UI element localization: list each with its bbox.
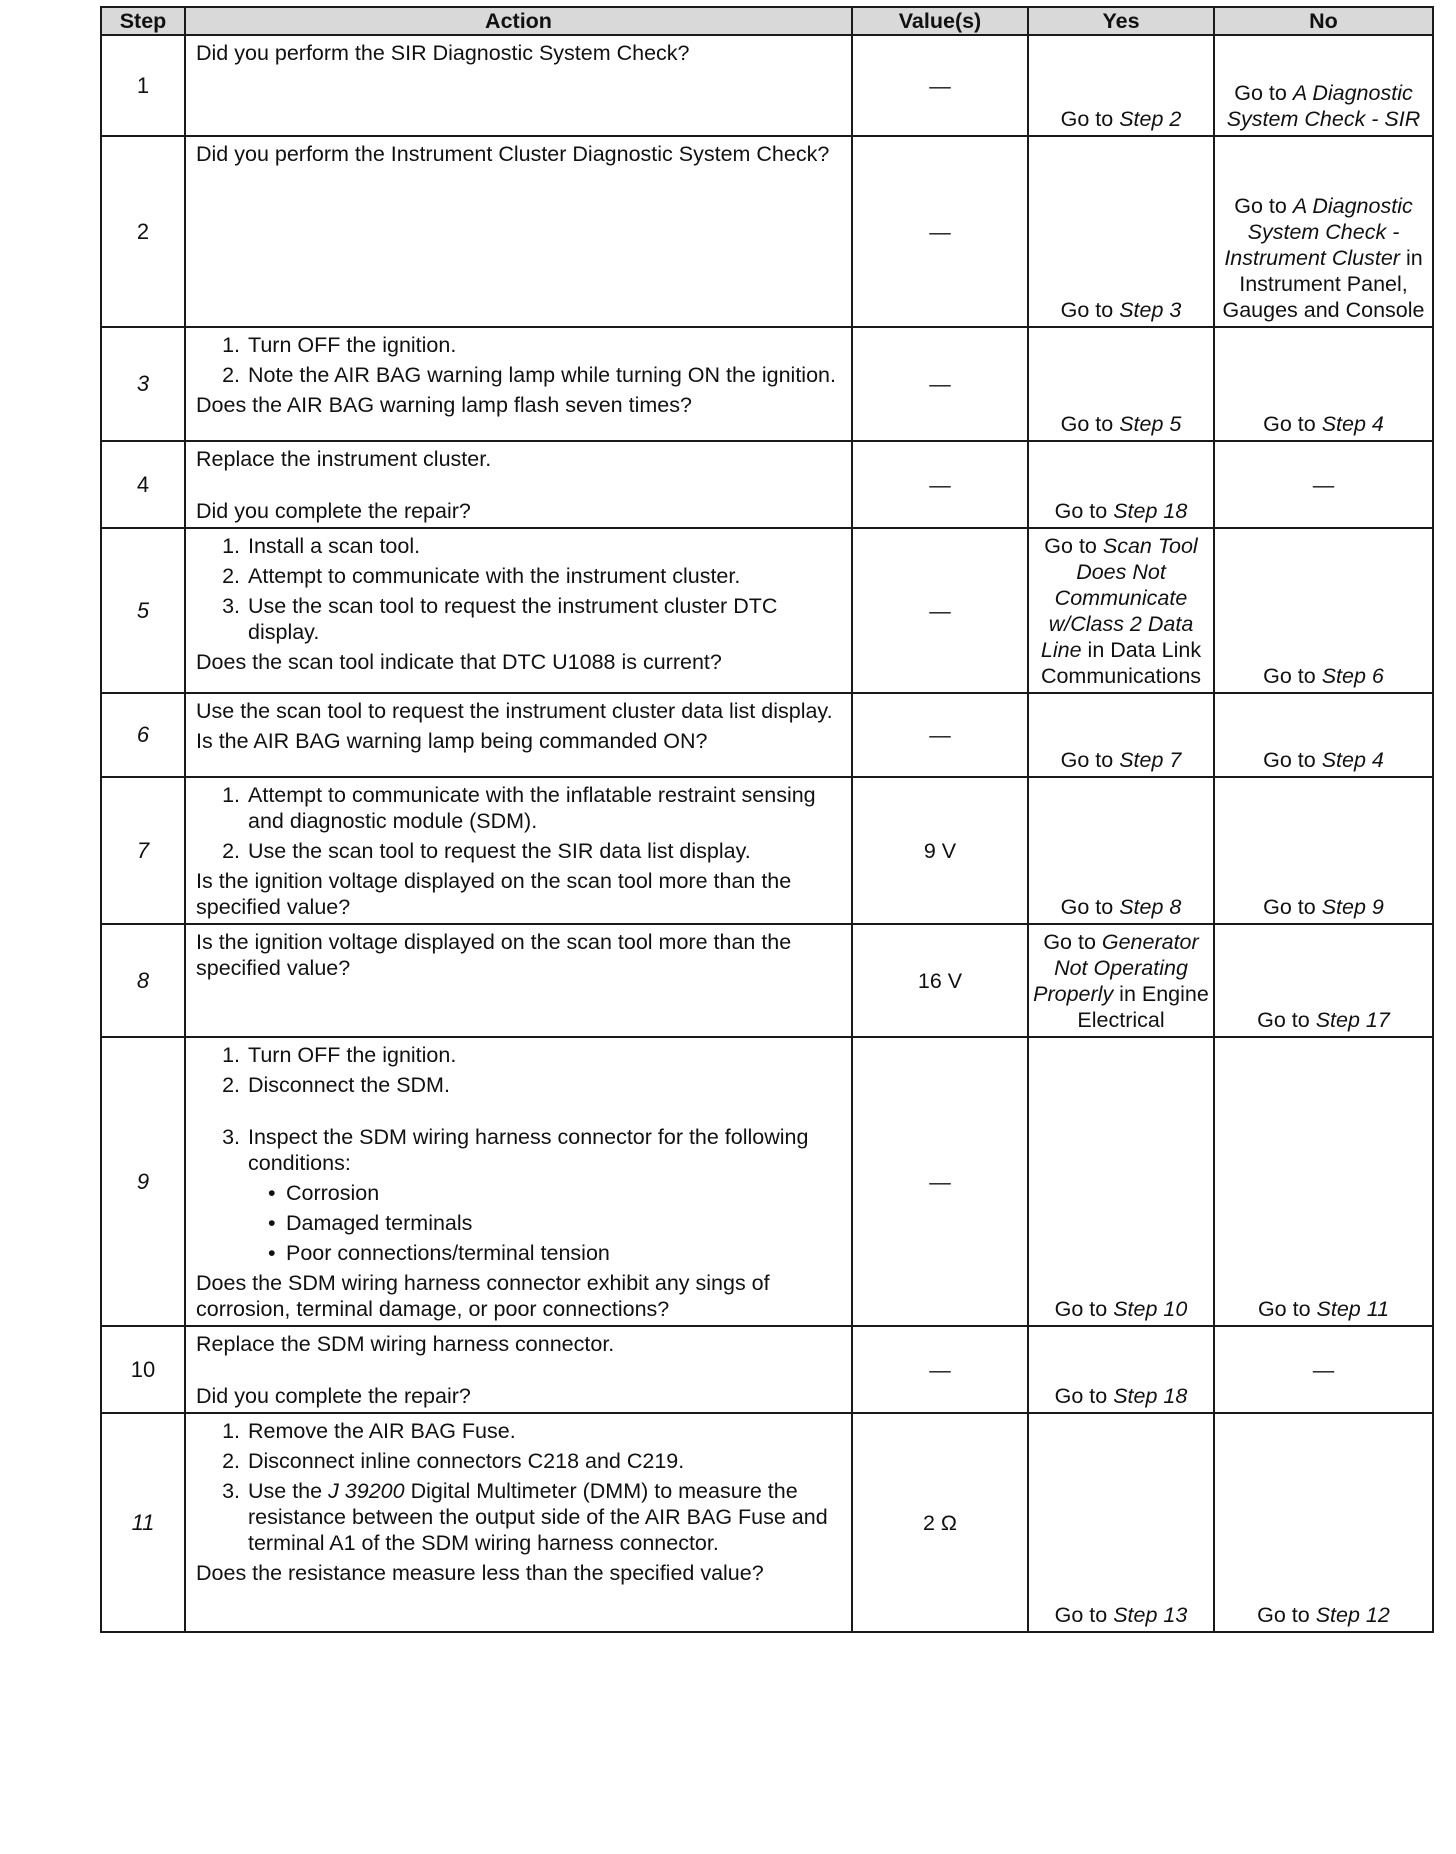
no-prefix: Go to xyxy=(1257,1008,1316,1032)
no-prefix: Go to xyxy=(1234,81,1293,105)
action-cell xyxy=(185,777,852,924)
yes-reference[interactable]: Step 8 xyxy=(1119,895,1182,919)
yes-cell[interactable] xyxy=(1028,35,1214,136)
no-cell[interactable] xyxy=(1214,35,1433,136)
no-reference[interactable]: Step 6 xyxy=(1321,664,1384,688)
table-row xyxy=(101,924,1433,1037)
table-header-row xyxy=(101,7,1433,35)
yes-prefix: Go to xyxy=(1044,534,1103,558)
step-number: 1 xyxy=(101,35,185,136)
yes-reference[interactable]: Step 10 xyxy=(1113,1297,1188,1321)
action-text: Replace the instrument cluster. xyxy=(196,447,492,471)
no-reference[interactable]: Step 4 xyxy=(1321,412,1384,436)
yes-reference[interactable]: Step 3 xyxy=(1119,298,1182,322)
action-item: 2. Attempt to communicate with the instrument cluster. xyxy=(222,564,741,588)
table-row xyxy=(101,1413,1433,1632)
no-cell[interactable] xyxy=(1214,924,1433,1037)
yes-prefix: Go to xyxy=(1054,1297,1114,1321)
action-text: Did you perform the Instrument Cluster Diagnostic System Check? xyxy=(196,142,830,166)
action-question: Did you complete the repair? xyxy=(196,499,471,523)
yes-cell[interactable] xyxy=(1028,327,1214,441)
action-item: 1. Remove the AIR BAG Fuse. xyxy=(222,1419,516,1443)
action-item: 3. Use the scan tool to request the instrument cluster DTC display. xyxy=(222,594,778,644)
yes-prefix: Go to xyxy=(1060,748,1120,772)
no-prefix: Go to xyxy=(1263,748,1322,772)
header-step: Step xyxy=(101,7,185,35)
action-question: Does the AIR BAG warning lamp flash seven times? xyxy=(196,393,692,417)
table-row xyxy=(101,136,1433,327)
value-cell: 9 V xyxy=(852,777,1028,924)
action-item: 2. Disconnect inline connectors C218 and C219. xyxy=(222,1449,685,1473)
action-question: Does the scan tool indicate that DTC U1088 is current? xyxy=(196,650,722,674)
step-number: 11 xyxy=(101,1413,185,1632)
action-text: Replace the SDM wiring harness connector. xyxy=(196,1332,615,1356)
header-value: Value(s) xyxy=(852,7,1028,35)
no-cell[interactable] xyxy=(1214,1413,1433,1632)
yes-prefix: Go to xyxy=(1054,499,1114,523)
step-number: 9 xyxy=(101,1037,185,1326)
no-cell[interactable] xyxy=(1214,327,1433,441)
step-number: 3 xyxy=(101,327,185,441)
no-prefix: Go to xyxy=(1263,664,1322,688)
no-cell[interactable] xyxy=(1214,1037,1433,1326)
yes-cell[interactable] xyxy=(1028,1413,1214,1632)
action-item: 1. Turn OFF the ignition. xyxy=(222,333,457,357)
yes-suffix: in Engine Electrical xyxy=(1077,982,1209,1032)
tool-reference: J 39200 xyxy=(328,1479,405,1503)
header-yes: Yes xyxy=(1028,7,1214,35)
value-cell: — xyxy=(852,441,1028,528)
no-reference[interactable]: Step 9 xyxy=(1321,895,1384,919)
yes-reference[interactable]: Step 7 xyxy=(1119,748,1182,772)
action-question: Is the AIR BAG warning lamp being commanded ON? xyxy=(196,729,708,753)
yes-prefix: Go to xyxy=(1054,1603,1114,1627)
yes-reference[interactable]: Scan Tool Does Not Communicate w/Class 2 Data Line xyxy=(1040,534,1198,662)
table-row xyxy=(101,35,1433,136)
value-cell: — xyxy=(852,327,1028,441)
diagnostic-table xyxy=(100,6,1434,1633)
action-cell xyxy=(185,528,852,693)
diagnostic-table-page xyxy=(100,6,1432,1633)
header-no: No xyxy=(1214,7,1433,35)
no-reference[interactable]: A Diagnostic System Check - SIR xyxy=(1226,81,1421,131)
no-prefix: Go to xyxy=(1257,1297,1317,1321)
step-number: 2 xyxy=(101,136,185,327)
yes-prefix: Go to xyxy=(1060,298,1120,322)
value-cell: — xyxy=(852,1326,1028,1413)
action-question: Does the resistance measure less than the specified value? xyxy=(196,1561,764,1585)
table-row xyxy=(101,327,1433,441)
table-row xyxy=(101,528,1433,693)
action-cell xyxy=(185,1037,852,1326)
action-cell xyxy=(185,924,852,1037)
step-number: 5 xyxy=(101,528,185,693)
step-number: 8 xyxy=(101,924,185,1037)
no-cell[interactable] xyxy=(1214,528,1433,693)
action-item: 1. Install a scan tool. xyxy=(222,534,421,558)
action-item: 1. Attempt to communicate with the inflatable restraint sensing and diagnostic module (SDM). xyxy=(222,783,816,833)
yes-reference[interactable]: Step 18 xyxy=(1113,1384,1188,1408)
yes-prefix: Go to xyxy=(1043,930,1102,954)
action-cell xyxy=(185,1326,852,1413)
header-action: Action xyxy=(185,7,852,35)
no-cell[interactable] xyxy=(1214,693,1433,777)
no-suffix: in Instrument Panel, Gauges and Console xyxy=(1222,246,1425,322)
yes-cell[interactable] xyxy=(1028,924,1214,1037)
table-row xyxy=(101,693,1433,777)
no-cell: — xyxy=(1214,1326,1433,1413)
no-prefix: Go to xyxy=(1234,194,1293,218)
step-number: 10 xyxy=(101,1326,185,1413)
action-item: 1. Turn OFF the ignition. xyxy=(222,1043,457,1067)
yes-reference[interactable]: Step 2 xyxy=(1119,107,1182,131)
action-bullet: • Corrosion xyxy=(268,1181,380,1205)
action-item: 2. Disconnect the SDM. xyxy=(222,1073,450,1097)
value-cell: — xyxy=(852,136,1028,327)
step-number: 7 xyxy=(101,777,185,924)
step-number: 6 xyxy=(101,693,185,777)
no-prefix: Go to xyxy=(1257,1603,1316,1627)
action-cell xyxy=(185,693,852,777)
action-item: 3. Inspect the SDM wiring harness connector for the following conditions: xyxy=(222,1125,809,1175)
action-text: Did you perform the SIR Diagnostic System Check? xyxy=(196,41,690,65)
action-bullet: • Poor connections/terminal tension xyxy=(268,1241,610,1265)
action-item: 2. Note the AIR BAG warning lamp while turning ON the ignition. xyxy=(222,363,836,387)
no-cell: — xyxy=(1214,441,1433,528)
yes-cell[interactable] xyxy=(1028,1326,1214,1413)
action-cell xyxy=(185,1413,852,1632)
action-question: Did you complete the repair? xyxy=(196,1384,471,1408)
action-cell xyxy=(185,136,852,327)
no-cell[interactable] xyxy=(1214,136,1433,327)
value-cell: — xyxy=(852,1037,1028,1326)
yes-cell[interactable] xyxy=(1028,1037,1214,1326)
no-prefix: Go to xyxy=(1263,412,1322,436)
action-question: Does the SDM wiring harness connector exhibit any sings of corrosion, terminal damage, or poor connections? xyxy=(196,1271,770,1321)
yes-cell[interactable] xyxy=(1028,441,1214,528)
yes-prefix: Go to xyxy=(1060,107,1120,131)
step-number: 4 xyxy=(101,441,185,528)
value-cell: — xyxy=(852,35,1028,136)
action-bullet: • Damaged terminals xyxy=(268,1211,473,1235)
value-cell: 16 V xyxy=(852,924,1028,1037)
yes-reference[interactable]: Generator Not Operating Properly xyxy=(1033,930,1199,1006)
no-prefix: Go to xyxy=(1263,895,1322,919)
no-reference[interactable]: Step 12 xyxy=(1315,1603,1390,1627)
value-cell: — xyxy=(852,693,1028,777)
value-cell: — xyxy=(852,528,1028,693)
yes-reference[interactable]: Step 13 xyxy=(1113,1603,1188,1627)
no-reference[interactable]: Step 17 xyxy=(1315,1008,1390,1032)
table-row xyxy=(101,1326,1433,1413)
value-cell: 2 Ω xyxy=(852,1413,1028,1632)
yes-prefix: Go to xyxy=(1060,895,1120,919)
action-cell xyxy=(185,327,852,441)
action-text: Is the ignition voltage displayed on the scan tool more than the specified value? xyxy=(196,930,792,980)
no-reference[interactable]: A Diagnostic System Check - Instrument Cluster xyxy=(1224,194,1413,270)
yes-prefix: Go to xyxy=(1054,1384,1114,1408)
action-item: 3. Use the J 39200 Digital Multimeter (DMM) to measure the resistance between the output side of the AIR BAG Fuse and terminal A1 of the SDM wiring harness connector. xyxy=(222,1479,828,1555)
action-item: 2. Use the scan tool to request the SIR data list display. xyxy=(222,839,751,863)
action-cell xyxy=(185,441,852,528)
yes-cell[interactable] xyxy=(1028,528,1214,693)
yes-prefix: Go to xyxy=(1060,412,1120,436)
yes-reference[interactable]: Step 18 xyxy=(1113,499,1188,523)
no-cell[interactable] xyxy=(1214,777,1433,924)
no-reference[interactable]: Step 11 xyxy=(1316,1297,1390,1321)
table-row xyxy=(101,777,1433,924)
yes-cell[interactable] xyxy=(1028,777,1214,924)
action-cell xyxy=(185,35,852,136)
table-row xyxy=(101,1037,1433,1326)
action-question: Is the ignition voltage displayed on the scan tool more than the specified value? xyxy=(196,869,792,919)
yes-cell[interactable] xyxy=(1028,136,1214,327)
action-text: Use the scan tool to request the instrument cluster data list display. xyxy=(196,699,833,723)
yes-cell[interactable] xyxy=(1028,693,1214,777)
yes-reference[interactable]: Step 5 xyxy=(1119,412,1182,436)
yes-suffix: in Data Link Communications xyxy=(1040,638,1202,688)
table-row xyxy=(101,441,1433,528)
no-reference[interactable]: Step 4 xyxy=(1321,748,1384,772)
